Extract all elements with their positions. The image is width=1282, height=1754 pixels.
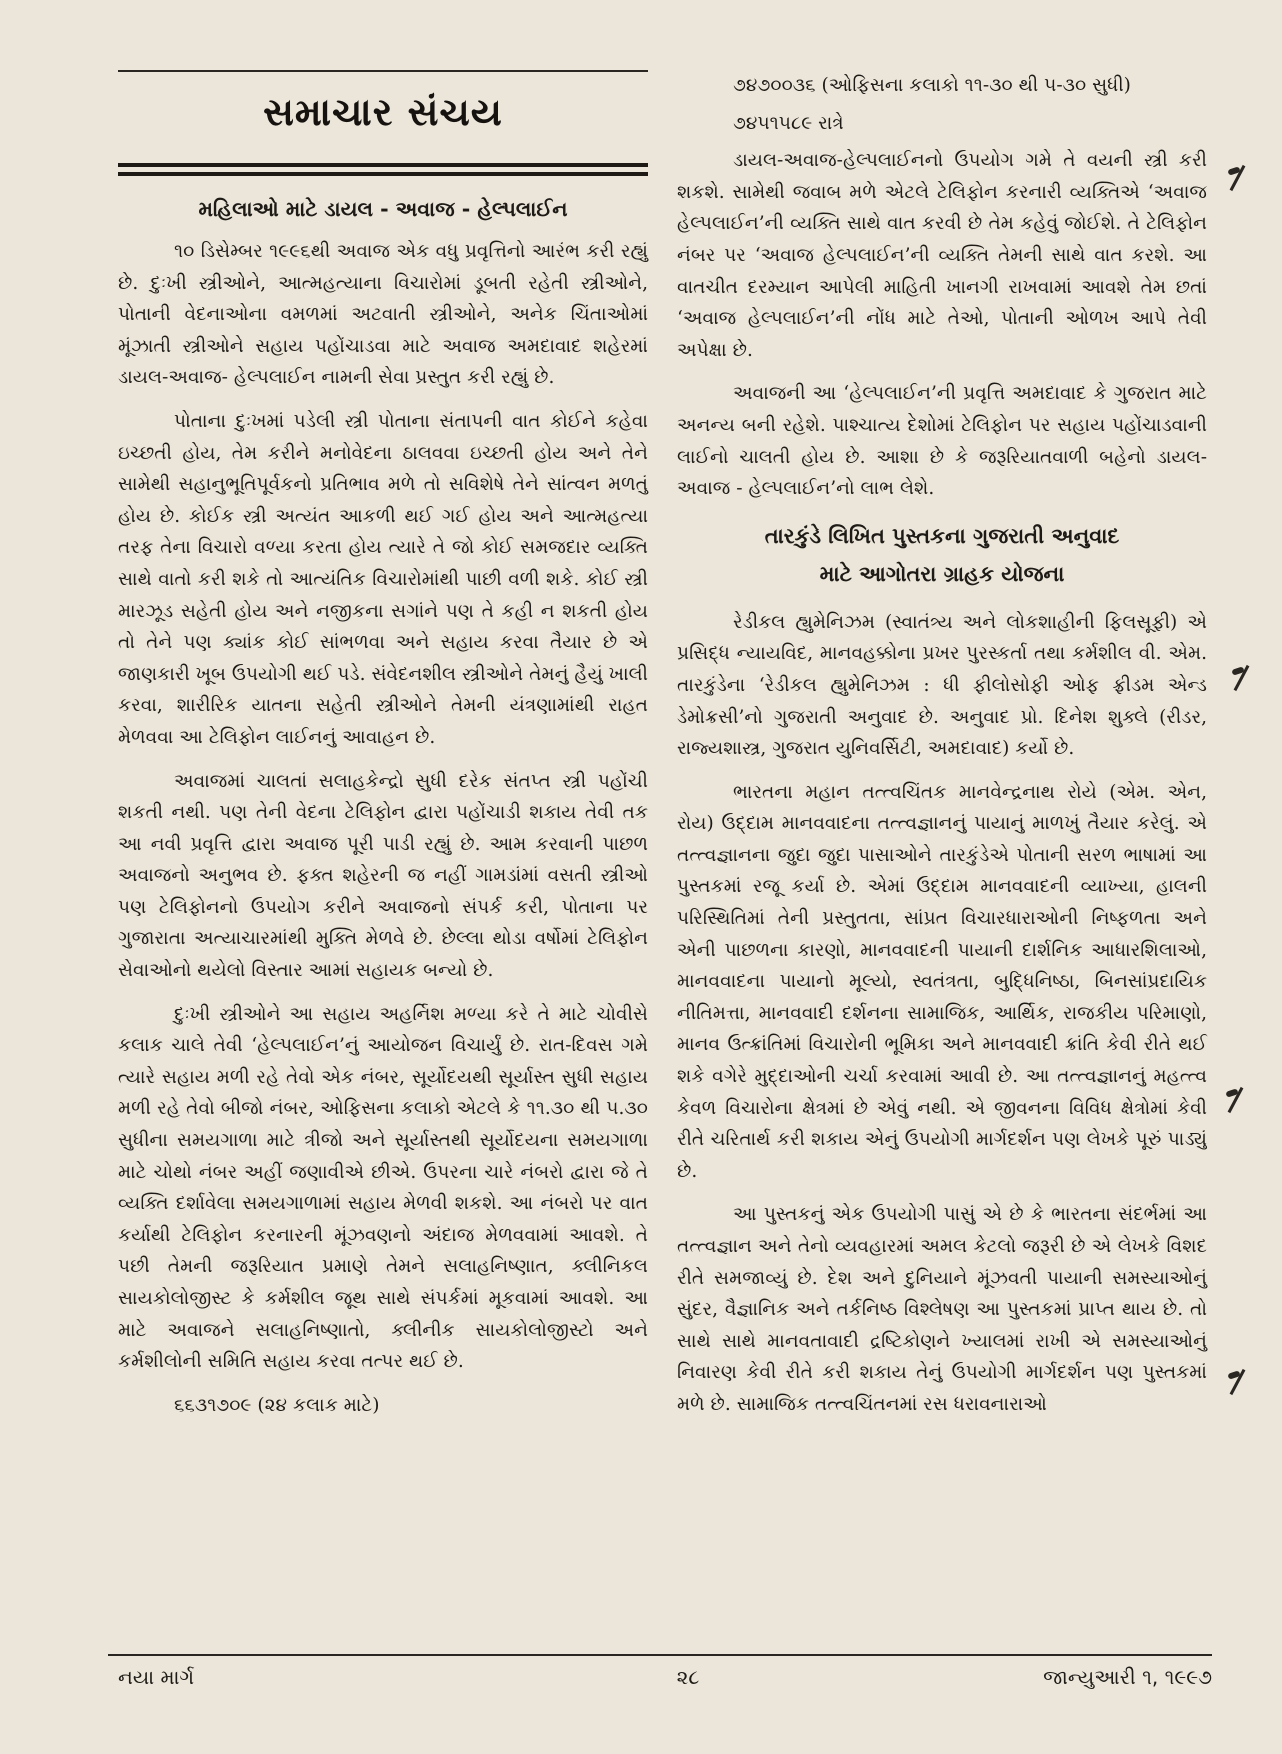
- issue-date: જાન્યુઆરી ૧, ૧૯૯૭: [1043, 1665, 1212, 1689]
- phone-number-night: ૭૪૫૧૫૮૯ રાત્રે: [733, 112, 844, 134]
- article2-paragraph: ભારતના મહાન તત્ત્વચિંતક માનવેન્દ્રનાથ રોયે (એમ. એન, રોય) ઉદ્દામ માનવવાદના તત્ત્વજ્ઞાનનું પાયાનું માળખું તૈયાર કરેલું. એ તત્ત્વજ્ઞાનના જુદા જુદા પાસાઓને તારકુંડેએ પોતાની સરળ ભાષામાં આ પુસ્તકમાં રજૂ કર્યા છે. એમાં ઉદ્દામ માનવવાદની વ્યાખ્યા, હાલની પરિસ્થિતિમાં તેની પ્રસ્તુતતા, સાંપ્રત વિચારધારાઓની નિષ્ફળતા અને એની પાછળના કારણો, માનવવાદની પાયાની દાર્શનિક આધારશિલાઓ, માનવવાદના પાયાનો મૂલ્યો, સ્વતંત્રતા, બુદ્ધિનિષ્ઠા, બિનસાંપ્રદાયિક નીતિમત્તા, માનવવાદી દર્શનના સામાજિક, આર્થિક, રાજકીય પરિમાણો, માનવ ઉત્ક્રાંતિમાં વિચારોની ભૂમિકા અને માનવવાદી ક્રાંતિ કેવી રીતે થઈ શકે વગેરે મુદ્દાઓની ચર્ચા કરવામાં આવી છે. આ તત્ત્વજ્ઞાનનું મહત્ત્વ કેવળ વિચારોના ક્ષેત્રમાં છે એવું નથી. એ જીવનના વિવિધ ક્ષેત્રોમાં કેવી રીતે ચરિતાર્થ કરી શકાય એનું ઉપયોગી માર્ગદર્શન પણ લેખકે પૂરું પાડ્યું છે.: [677, 781, 1207, 1182]
- page-number: ૨૮: [676, 1665, 700, 1689]
- publication-name: નયા માર્ગ: [118, 1665, 195, 1689]
- article1-heading: મહિલાઓ માટે ડાયલ - અવાજ - હેલ્પલાઈન: [198, 197, 568, 221]
- article1-paragraph: અવાજની આ ‘હેલ્પલાઈન’ની પ્રવૃત્તિ અમદાવાદ કે ગુજરાત માટે અનન્ય બની રહેશે. પાશ્ચાત્ય દેશોમાં ટેલિફોન પર સહાય પહોંચાડવાની લાઈનો ચાલતી હોય છે. આશા છે કે જરૂરિયાતવાળી બહેનો ડાયલ-અવાજ - હેલ્પલાઈન’નો લાભ લેશે.: [677, 383, 1207, 500]
- article1-paragraph: ૧૦ ડિસેમ્બર ૧૯૯૬થી અવાજ એક વધુ પ્રવૃત્તિનો આરંભ કરી રહ્યું છે. દુઃખી સ્ત્રીઓને, આત્મહત્યાના વિચારોમાં ડૂબતી રહેતી સ્ત્રીઓને, પોતાની વેદનાઓના વમળમાં અટવાતી સ્ત્રીઓને, અનેક ચિંતાઓમાં મૂંઝાતી સ્ત્રીઓને સહાય પહોંચાડવા માટે અવાજ અમદાવાદ શહેરમાં ડાયલ-અવાજ- હેલ્પલાઈન નામની સેવા પ્રસ્તુત કરી રહ્યું છે.: [118, 241, 648, 389]
- phone-number-24hr: ૬૬૩૧૭૦૯ (૨૪ કલાક માટે): [174, 1394, 380, 1416]
- article2-paragraph: આ પુસ્તકનું એક ઉપયોગી પાસું એ છે કે ભારતના સંદર્ભમાં આ તત્ત્વજ્ઞાન અને તેનો વ્યવહારમાં અમલ કેટલો જરૂરી છે એ લેખકે વિશદ રીતે સમજાવ્યું છે. દેશ અને દુનિયાને મૂંઝવતી પાયાની સમસ્યાઓનું સુંદર, વૈજ્ઞાનિક અને તર્કનિષ્ઠ વિશ્લેષણ આ પુસ્તકમાં પ્રાપ્ત થાય છે. તો સાથે સાથે માનવતાવાદી દ્રષ્ટિકોણને ખ્યાલમાં રાખી એ સમસ્યાઓનું નિવારણ કેવી રીતે કરી શકાય તેનું ઉપયોગી માર્ગદર્શન પણ પુસ્તકમાં મળે છે. સામાજિક તત્ત્વચિંતનમાં રસ ધરાવનારાઓ: [677, 1204, 1207, 1415]
- left-column: [118, 70, 648, 1427]
- article2-heading: [677, 517, 1207, 593]
- article2-heading-line: તારકુંડે લિખિત પુસ્તકના ગુજરાતી અનુવાદ: [764, 523, 1120, 548]
- article2-paragraph: રેડીકલ હ્યુમેનિઝમ (સ્વાતંત્ર્ય અને લોકશાહીની ફિલસૂફી) એ પ્રસિદ્ધ ન્યાયવિદ, માનવહક્કોના પ્રખર પુરસ્કર્તા તથા કર્મશીલ વી. એમ. તારકુંડેના ‘રેડીકલ હ્યુમેનિઝમ : ધી ફીલોસોફી ઓફ ફ્રીડમ એન્ડ ડેમોક્રસી’નો ગુજરાતી અનુવાદ છે. અનુવાદ પ્રો. દિનેશ શુક્લે (રીડર, રાજ્યશાસ્ત્ર, ગુજરાત યુનિવર્સિટી, અમદાવાદ) કર્યો છે.: [677, 611, 1207, 760]
- footer-rule: [108, 1654, 1212, 1656]
- margin-mark-icon: [1228, 1368, 1250, 1396]
- article1-paragraph: પોતાના દુઃખમાં પડેલી સ્ત્રી પોતાના સંતાપની વાત કોઈને કહેવા ઇચ્છતી હોય, તેમ કરીને મનોવેદના ઠાલવવા ઇચ્છતી હોય અને તેને સામેથી સહાનુભૂતિપૂર્વકનો પ્રતિભાવ મળે તો સવિશેષે તેને સાંત્વન મળતું હોય છે. કોઈક સ્ત્રી અત્યંત આકળી થઈ ગઈ હોય અને આત્મહત્યા તરફ તેના વિચારો વળ્યા કરતા હોય ત્યારે તે જો કોઈ સમજદાર વ્યક્તિ સાથે વાતો કરી શકે તો આત્યંતિક વિચારોમાંથી પાછી વળી શકે. કોઈ સ્ત્રી મારઝૂડ સહેતી હોય અને નજીકના સગાંને પણ તે કહી ન શકતી હોય તો તેને પણ ક્યાંક કોઈ સાંભળવા અને સહાય કરવા તૈયાર છે એ જાણકારી ખૂબ ઉપયોગી થઈ પડે. સંવેદનશીલ સ્ત્રીઓને તેમનું હૈયું ખાલી કરવા, શારીરિક યાતના સહેતી સ્ત્રીઓને તેમની યંત્રણામાંથી રાહત મેળવવા આ ટેલિફોન લાઈનનું આવાહન છે.: [118, 410, 648, 748]
- top-rule: [118, 70, 648, 72]
- right-column: [677, 70, 1207, 1433]
- article2-heading-line: માટે આગોતરા ગ્રાહક યોજના: [819, 561, 1065, 586]
- article1-paragraph: અવાજમાં ચાલતાં સલાહકેન્દ્રો સુધી દરેક સંતપ્ત સ્ત્રી પહોંચી શકતી નથી. પણ તેની વેદના ટેલિફોન દ્વારા પહોંચાડી શકાય તેવી તક આ નવી પ્રવૃત્તિ દ્વારા અવાજ પૂરી પાડી રહ્યું છે. આમ કરવાની પાછળ અવાજનો અનુભવ છે. ફક્ત શહેરની જ નહીં ગામડાંમાં વસતી સ્ત્રીઓ પણ ટેલિફોનનો ઉપયોગ કરીને અવાજનો સંપર્ક કરી, પોતાના પર ગુજારાતા અત્યાચારમાંથી મુક્તિ મેળવે છે. છેલ્લા થોડા વર્ષોમાં ટેલિફોન સેવાઓનો થયેલો વિસ્તાર આમાં સહાયક બન્યો છે.: [118, 770, 648, 982]
- phone-number-office: ૭૪૭૦૦૩૬ (ઓફિસના કલાકો ૧૧-૩૦ થી ૫-૩૦ સુધી): [733, 75, 1131, 96]
- article1-paragraph: દુઃખી સ્ત્રીઓને આ સહાય અહર્નિશ મળ્યા કરે તે માટે ચોવીસે કલાક ચાલે તેવી ‘હેલ્પલાઈન’નું આયોજન વિચાર્યું છે. રાત-દિવસ ગમે ત્યારે સહાય મળી રહે તેવો એક નંબર, સૂર્યોદયથી સૂર્યાસ્ત સુધી સહાય મળી રહે તેવો બીજો નંબર, ઓફિસના કલાકો એટલે કે ૧૧.૩૦ થી ૫.૩૦ સુધીના સમયગાળા માટે ત્રીજો અને સૂર્યાસ્તથી સૂર્યોદયના સમયગાળા માટે ચોથો નંબર અહીં જણાવીએ છીએ. ઉપરના ચારે નંબરો દ્વારા જે તે વ્યક્તિ દર્શાવેલા સમયગાળામાં સહાય મેળવી શકશે. આ નંબરો પર વાત કર્યાથી ટેલિફોન કરનારની મૂંઝવણનો અંદાજ મેળવવામાં આવશે. તે પછી તેમની જરૂરિયાત પ્રમાણે તેમને સલાહનિષ્ણાત, ક્લીનિકલ સાયકોલોજીસ્ટ કે કર્મશીલ જૂથ સાથે સંપર્કમાં મૂકવામાં આવશે. આ માટે અવાજને સલાહનિષ્ણાતો, ક્લીનીક સાયકોલોજીસ્ટો અને કર્મશીલોની સમિતિ સહાય કરવા તત્પર થઈ છે.: [118, 1003, 648, 1373]
- margin-mark-icon: [1232, 664, 1254, 692]
- margin-mark-icon: [1226, 1086, 1248, 1114]
- section-title: સમાચાર સંચય: [263, 90, 503, 134]
- double-rule: [118, 163, 648, 176]
- article1-paragraph: ડાયલ-અવાજ-હેલ્પલાઈનનો ઉપયોગ ગમે તે વયની સ્ત્રી કરી શકશે. સામેથી જવાબ મળે એટલે ટેલિફોન કરનારી વ્યક્તિએ ‘અવાજ હેલ્પલાઈન’ની વ્યક્તિ સાથે વાત કરવી છે તેમ કહેવું જોઈશે. તે ટેલિફોન નંબર પર ‘અવાજ હેલ્પલાઈન’ની વ્યક્તિ તેમની સાથે વાત કરશે. આ વાતચીત દરમ્યાન આપેલી માહિતી ખાનગી રાખવામાં આવશે તેમ છતાં ‘અવાજ હેલ્પલાઈન’ની નોંધ માટે તેઓ, પોતાની ઓળખ આપે તેવી અપેક્ષા છે.: [677, 150, 1207, 361]
- margin-mark-icon: [1228, 164, 1250, 192]
